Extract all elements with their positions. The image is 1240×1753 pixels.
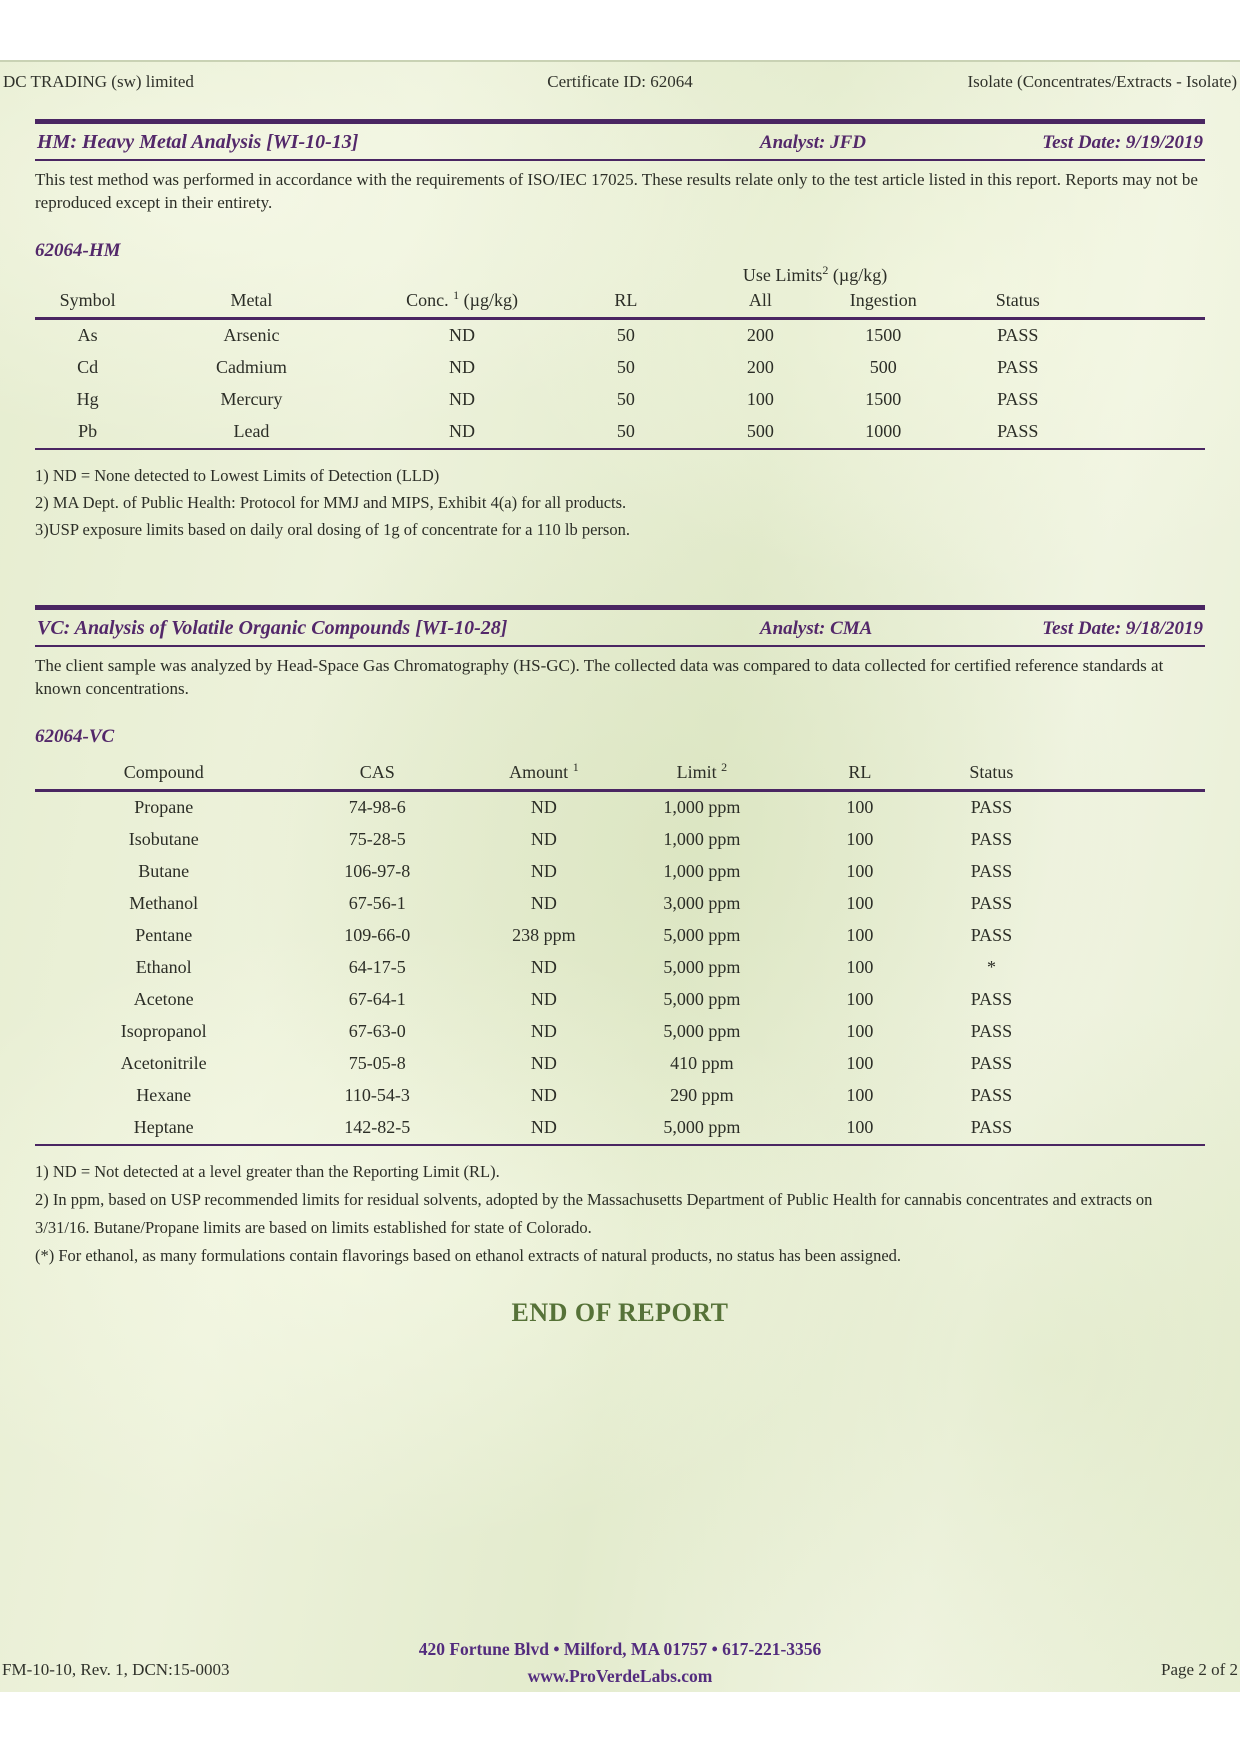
spacer-cell: [1041, 1080, 1205, 1112]
cell-limit: 5,000 ppm: [663, 1117, 741, 1137]
cell-cas: 109-66-0: [344, 925, 411, 945]
cell-metal: Lead: [233, 421, 270, 441]
table-row: [35, 1112, 1205, 1145]
use-limits-sup: 2: [822, 263, 829, 277]
spacer-cell: [1041, 888, 1205, 920]
spacer-cell: [1041, 1048, 1205, 1080]
spacer-cell: [1041, 791, 1205, 825]
cell-rl: 50: [616, 389, 635, 409]
lab-address: 420 Fortune Blvd • Milford, MA 01757 • 617-221-3356: [418, 1639, 822, 1659]
vc-analyst-label: Analyst: CMA: [759, 618, 873, 639]
footnote: 1) ND = Not detected at a level greater than the Reporting Limit (RL).: [35, 1162, 500, 1181]
spacer-cell: [1041, 952, 1205, 984]
cell-rl: 100: [846, 1021, 874, 1041]
cell-rl: 50: [616, 325, 635, 345]
table-row: [35, 856, 1205, 888]
cell-limit: 1,000 ppm: [663, 861, 741, 881]
cell-rl: 50: [616, 421, 635, 441]
certificate-id: Certificate ID: 62064: [547, 72, 693, 91]
vc-sample-id: 62064-VC: [35, 726, 115, 747]
footnote: 1) ND = None detected to Lowest Limits of Detection (LLD): [35, 466, 440, 485]
spacer-cell: [1041, 824, 1205, 856]
hm-section: [35, 119, 1205, 543]
cell-status: *: [986, 957, 996, 977]
spacer-cell: [1100, 416, 1205, 449]
table-row: [35, 888, 1205, 920]
col-limit: [626, 758, 778, 791]
cell-all: 500: [746, 421, 774, 441]
vc-footnotes: [35, 1158, 1205, 1270]
cell-cas: 106-97-8: [344, 861, 411, 881]
cell-amount: ND: [530, 893, 557, 913]
table-row: [35, 319, 1205, 353]
hm-footnotes: [35, 462, 1205, 543]
cell-limit: 5,000 ppm: [663, 1021, 741, 1041]
vc-table-header-row: [35, 758, 1205, 791]
cell-compound: Isopropanol: [120, 1021, 207, 1041]
cell-rl: 100: [846, 861, 874, 881]
cell-compound: Pentane: [135, 925, 193, 945]
report-footer: [0, 1636, 1240, 1690]
table-row: [35, 416, 1205, 449]
spacer-cell: [1041, 984, 1205, 1016]
col-rl: RL: [848, 762, 872, 782]
spacer-cell: [1100, 319, 1205, 353]
table-row: [35, 791, 1205, 825]
cell-ingestion: 1500: [865, 389, 902, 409]
sample-type: Isolate (Concentrates/Extracts - Isolate): [967, 72, 1237, 91]
hm-method-description: This test method was performed in accordance with the requirements of ISO/IEC 17025. These results relate only to the test article listed in this report. Reports may not be reproduced except in their entirety.: [35, 170, 1198, 212]
cell-rl: 100: [846, 797, 874, 817]
cell-conc: ND: [449, 325, 476, 345]
table-row: [35, 824, 1205, 856]
cell-metal: Mercury: [220, 389, 283, 409]
cell-ingestion: 1500: [865, 325, 902, 345]
heavy-metals-table: [35, 286, 1205, 450]
hm-table-header-row: [35, 286, 1205, 319]
col-metal: Metal: [230, 290, 273, 310]
cell-cas: 64-17-5: [348, 957, 406, 977]
cell-compound: Ethanol: [135, 957, 192, 977]
cell-compound: Acetone: [133, 989, 194, 1009]
cell-compound: Heptane: [133, 1117, 194, 1137]
col-conc-base: Conc.: [406, 290, 449, 310]
col-compound: Compound: [123, 762, 204, 782]
cell-symbol: Cd: [77, 357, 99, 377]
hm-sample-id: 62064-HM: [35, 240, 121, 261]
cell-amount: 238 ppm: [512, 925, 576, 945]
col-rl: RL: [614, 290, 638, 310]
cell-compound: Methanol: [129, 893, 199, 913]
cell-compound: Hexane: [136, 1085, 192, 1105]
cell-limit: 5,000 ppm: [663, 989, 741, 1009]
cell-symbol: Hg: [76, 389, 99, 409]
cell-symbol: Pb: [78, 421, 98, 441]
use-limits-unit: (µg/kg): [832, 265, 888, 285]
vc-test-date-label: Test Date: 9/18/2019: [1042, 618, 1203, 639]
volatile-compounds-table: [35, 758, 1205, 1146]
footer-form-number: FM-10-10, Rev. 1, DCN:15-0003: [2, 1660, 230, 1679]
vc-section-header: [35, 610, 1205, 647]
col-conc: [363, 286, 562, 319]
cell-all: 200: [746, 325, 774, 345]
col-symbol: Symbol: [59, 290, 116, 310]
cell-status: PASS: [970, 1053, 1013, 1073]
col-amount-sup: 1: [572, 760, 579, 774]
cell-cas: 110-54-3: [344, 1085, 410, 1105]
vc-section: [35, 605, 1205, 1270]
cell-status: PASS: [970, 1085, 1013, 1105]
use-limits-base: Use Limits: [742, 265, 823, 285]
table-row: [35, 984, 1205, 1016]
cell-symbol: As: [77, 325, 98, 345]
table-row: [35, 1080, 1205, 1112]
table-row: [35, 352, 1205, 384]
col-status: Status: [969, 762, 1014, 782]
cell-status: PASS: [970, 1021, 1013, 1041]
cell-limit: 1,000 ppm: [663, 829, 741, 849]
spacer-cell: [1041, 856, 1205, 888]
table-row: [35, 384, 1205, 416]
cell-amount: ND: [530, 1085, 557, 1105]
cell-amount: ND: [530, 989, 557, 1009]
footnote: 3)USP exposure limits based on daily oral dosing of 1g of concentrate for a 110 lb person.: [35, 520, 630, 539]
cell-rl: 100: [846, 1053, 874, 1073]
table-row: [35, 952, 1205, 984]
cell-limit: 3,000 ppm: [663, 893, 741, 913]
col-conc-sup: 1: [453, 288, 460, 302]
cell-status: PASS: [997, 357, 1039, 377]
cell-status: PASS: [970, 1117, 1013, 1137]
cell-status: PASS: [970, 829, 1013, 849]
vc-section-title: VC: Analysis of Volatile Organic Compounds [WI-10-28]: [37, 617, 508, 639]
cell-cas: 67-64-1: [348, 989, 406, 1009]
hm-test-date-label: Test Date: 9/19/2019: [1042, 132, 1203, 153]
cell-status: PASS: [970, 797, 1013, 817]
cell-metal: Arsenic: [223, 325, 280, 345]
cell-status: PASS: [997, 389, 1039, 409]
hm-section-title: HM: Heavy Metal Analysis [WI-10-13]: [37, 131, 359, 153]
cell-limit: 1,000 ppm: [663, 797, 741, 817]
cell-cas: 74-98-6: [348, 797, 406, 817]
page-header: [0, 62, 1240, 92]
cell-rl: 100: [846, 893, 874, 913]
cell-status: PASS: [997, 421, 1039, 441]
spacer-col: [1041, 758, 1205, 791]
cell-conc: ND: [449, 389, 476, 409]
col-all: All: [748, 290, 772, 310]
cell-status: PASS: [970, 861, 1013, 881]
spacer-col: [1100, 286, 1205, 319]
cell-rl: 100: [846, 989, 874, 1009]
footnote: 2) MA Dept. of Public Health: Protocol for MMJ and MIPS, Exhibit 4(a) for all products.: [35, 493, 627, 512]
cell-ingestion: 500: [869, 357, 897, 377]
table-row: [35, 1048, 1205, 1080]
col-limit-sup: 2: [721, 760, 728, 774]
cell-amount: ND: [530, 957, 557, 977]
cell-amount: ND: [530, 829, 557, 849]
cell-conc: ND: [449, 421, 476, 441]
cell-all: 100: [746, 389, 774, 409]
cell-status: PASS: [970, 893, 1013, 913]
cell-conc: ND: [449, 357, 476, 377]
cell-limit: 5,000 ppm: [663, 957, 741, 977]
cell-cas: 75-28-5: [348, 829, 406, 849]
cell-status: PASS: [970, 925, 1013, 945]
cell-all: 200: [746, 357, 774, 377]
cell-metal: Cadmium: [215, 357, 287, 377]
cell-rl: 50: [616, 357, 635, 377]
scanned-report-page: [0, 60, 1240, 1692]
spacer-cell: [1041, 920, 1205, 952]
col-amount-base: Amount: [509, 762, 569, 782]
cell-limit: 290 ppm: [670, 1085, 734, 1105]
footer-page-number: Page 2 of 2: [1161, 1660, 1238, 1679]
cell-compound: Acetonitrile: [120, 1053, 207, 1073]
cell-rl: 100: [846, 925, 874, 945]
spacer-cell: [1041, 1016, 1205, 1048]
col-limit-base: Limit: [676, 762, 717, 782]
lab-website: www.ProVerdeLabs.com: [527, 1666, 713, 1686]
client-company-name: DC TRADING (sw) limited: [3, 72, 194, 91]
cell-rl: 100: [846, 829, 874, 849]
col-status: Status: [995, 290, 1040, 310]
cell-limit: 410 ppm: [670, 1053, 734, 1073]
cell-cas: 142-82-5: [344, 1117, 411, 1137]
col-ingestion: Ingestion: [849, 290, 917, 310]
cell-rl: 100: [846, 1117, 874, 1137]
table-row: [35, 920, 1205, 952]
cell-compound: Isobutane: [128, 829, 199, 849]
cell-cas: 75-05-8: [348, 1053, 406, 1073]
spacer-cell: [1041, 1112, 1205, 1145]
col-cas: CAS: [359, 762, 395, 782]
use-limits-header: [743, 265, 1205, 286]
cell-amount: ND: [530, 797, 557, 817]
vc-method-description: The client sample was analyzed by Head-Space Gas Chromatography (HS-GC). The collected data was compared to data collected for certified reference standards at known concentrations.: [35, 656, 1164, 698]
cell-amount: ND: [530, 1021, 557, 1041]
cell-cas: 67-56-1: [348, 893, 406, 913]
cell-amount: ND: [530, 861, 557, 881]
footnote: (*) For ethanol, as many formulations contain flavorings based on ethanol extracts of natural products, no status has been assigned.: [35, 1246, 902, 1265]
cell-rl: 100: [846, 957, 874, 977]
footnote: 2) In ppm, based on USP recommended limits for residual solvents, adopted by the Massachusetts Department of Public Health for cannabis concentrates and extracts on 3/31/16. Butane/Propane limits are based on limits established for state of Colorado.: [35, 1190, 1153, 1237]
cell-limit: 5,000 ppm: [663, 925, 741, 945]
cell-amount: ND: [530, 1117, 557, 1137]
cell-amount: ND: [530, 1053, 557, 1073]
col-conc-unit: (µg/kg): [463, 290, 518, 310]
end-of-report-title: END OF REPORT: [511, 1298, 729, 1327]
table-row: [35, 1016, 1205, 1048]
hm-analyst-label: Analyst: JFD: [759, 132, 867, 153]
cell-status: PASS: [970, 989, 1013, 1009]
cell-ingestion: 1000: [865, 421, 902, 441]
hm-section-header: [35, 124, 1205, 161]
cell-status: PASS: [997, 325, 1039, 345]
spacer-cell: [1100, 384, 1205, 416]
cell-rl: 100: [846, 1085, 874, 1105]
cell-compound: Propane: [134, 797, 194, 817]
cell-cas: 67-63-0: [348, 1021, 406, 1041]
spacer-cell: [1100, 352, 1205, 384]
cell-compound: Butane: [138, 861, 190, 881]
col-amount: [462, 758, 626, 791]
